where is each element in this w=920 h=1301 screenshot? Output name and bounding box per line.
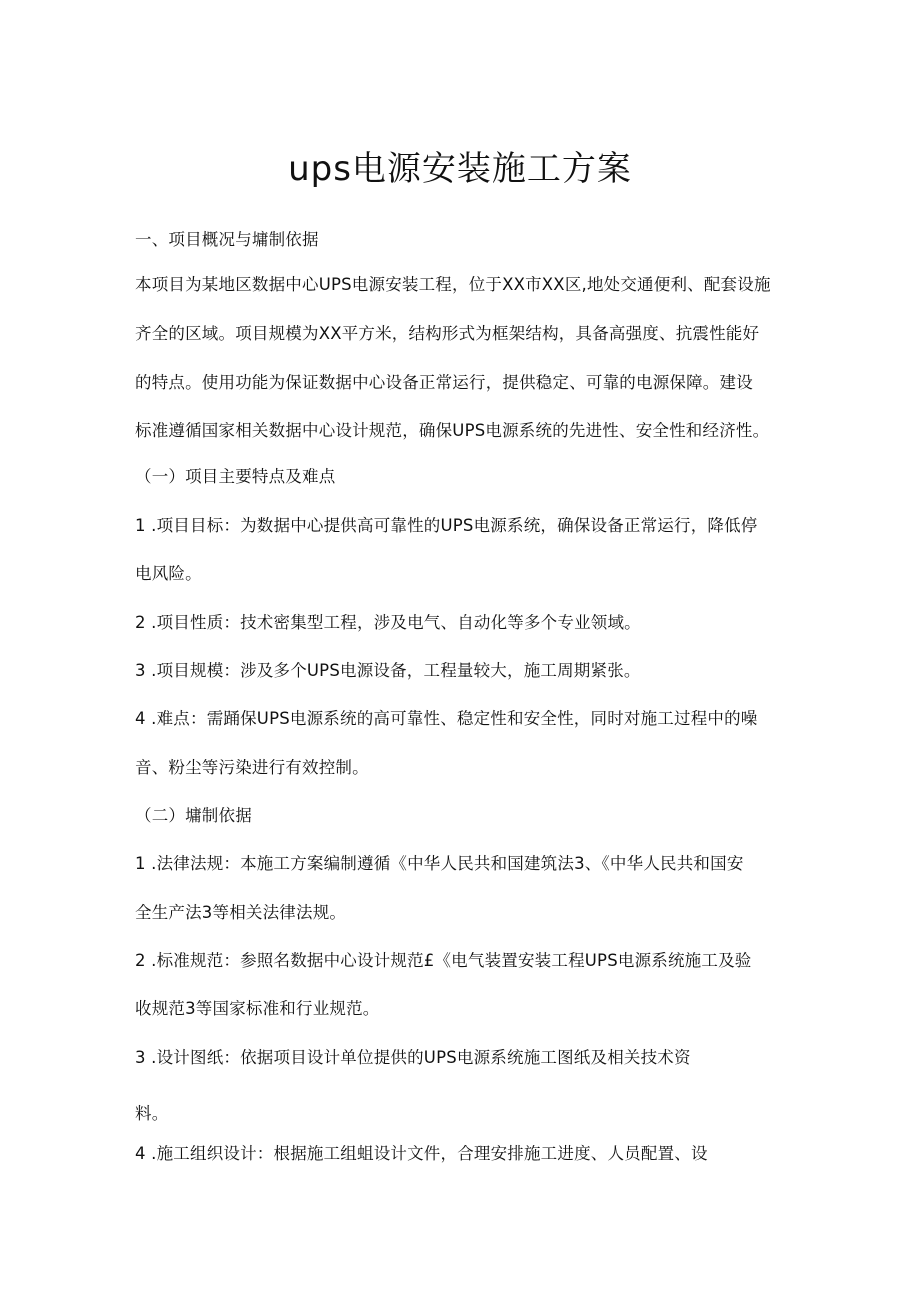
list-item: 1 .法律法规：本施工方案编制遵循《中华人民共和国建筑法3、《中华人民共和国安 (135, 854, 744, 873)
paragraph-line: 的特点。使用功能为保证数据中心设备正常运行，提供稳定、可靠的电源保障。建设 (135, 373, 753, 392)
list-item: 3 .项目规模：涉及多个UPS电源设备，工程量较大，施工周期紧张。 (135, 661, 641, 680)
list-item: 2 .项目性质：技术密集型工程，涉及电气、自动化等多个专业领域。 (135, 613, 641, 632)
section-heading: 一、项目概况与墉制依据 (135, 230, 319, 249)
document-title: ups电源安装施工方案 (288, 149, 632, 189)
list-item-continuation: 全生产法3等相关法律法规。 (135, 903, 347, 922)
list-item-continuation: 收规范3等国家标准和行业规范。 (135, 999, 380, 1018)
list-item: 3 .设计图纸：依据项目设计单位提供的UPS电源系统施工图纸及相关技术资 (135, 1048, 691, 1067)
list-item: 2 .标准规范：参照名数据中心设计规范£《电气装置安装工程UPS电源系统施工及验 (135, 951, 752, 970)
paragraph-line: 本项目为某地区数据中心UPS电源安装工程，位于XX市XX区,地处交通便利、配套设施 (135, 275, 771, 294)
subsection-heading: （一）项目主要特点及难点 (135, 467, 336, 486)
subsection-heading: （二）墉制依据 (135, 806, 252, 825)
list-item-continuation: 音、粉尘等污染进行有效控制。 (135, 758, 369, 777)
list-item: 4 .难点：需踊保UPS电源系统的高可靠性、稳定性和安全性，同时对施工过程中的噪 (135, 709, 758, 728)
paragraph-line: 齐全的区域。项目规模为XX平方米，结构形式为框架结构，具备高强度、抗震性能好 (135, 324, 760, 343)
list-item: 1 .项目目标：为数据中心提供高可靠性的UPS电源系统，确保设备正常运行，降低停 (135, 516, 758, 535)
list-item-continuation: 料。 (135, 1104, 169, 1123)
list-item: 4 .施工组织设计：根据施工组蛆设计文件，合理安排施工进度、人员配置、设 (135, 1144, 708, 1163)
paragraph-line: 标准遵循国家相关数据中心设计规范，确保UPS电源系统的先进性、安全性和经济性。 (135, 421, 770, 440)
list-item-continuation: 电风险。 (135, 564, 202, 583)
